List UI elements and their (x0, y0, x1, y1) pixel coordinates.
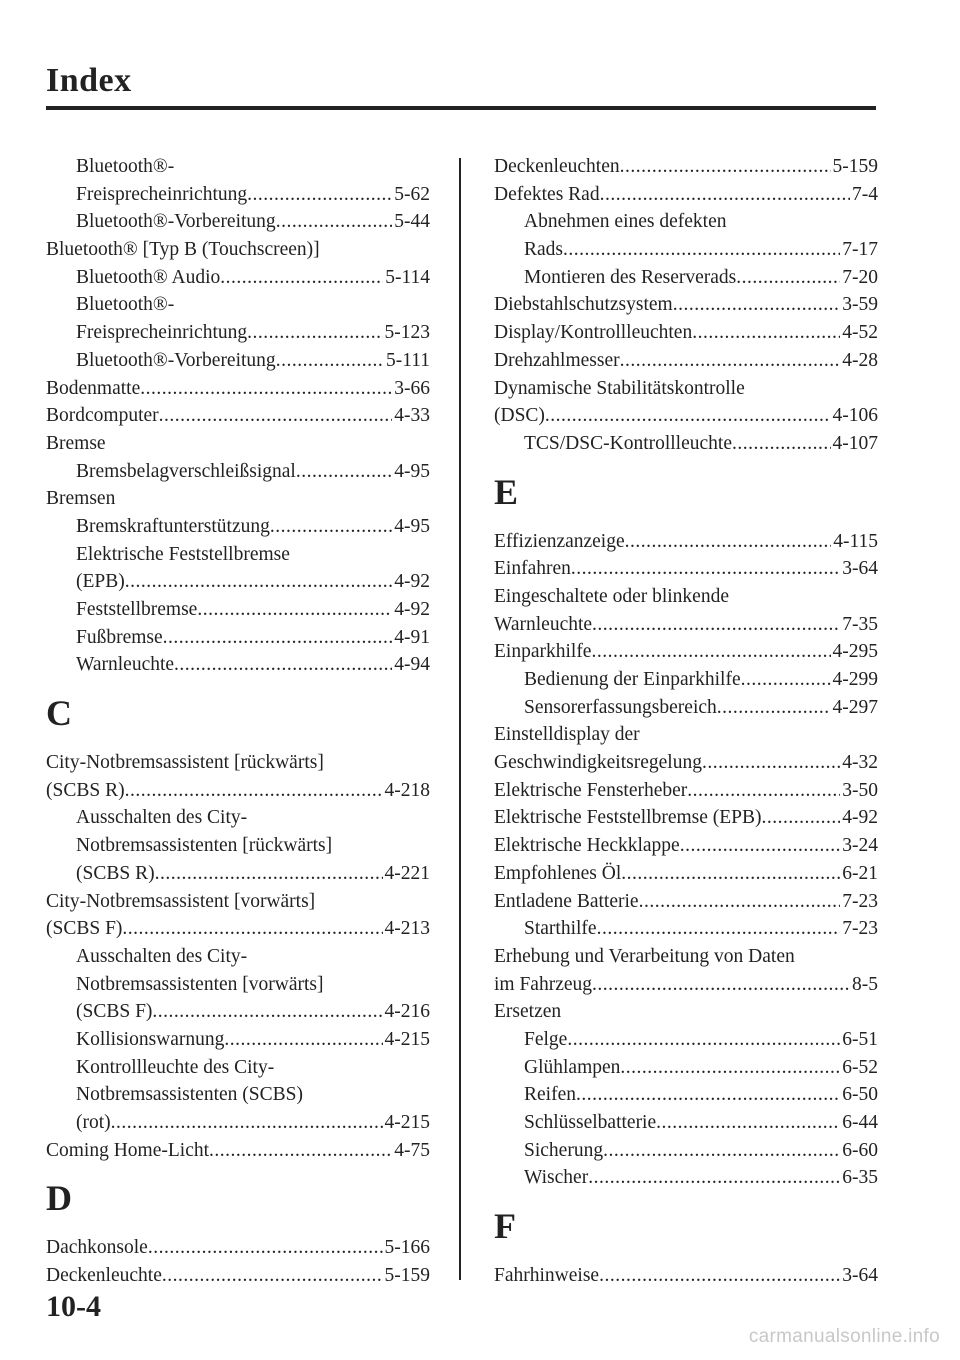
index-entry (494, 1164, 878, 1192)
entry-label: Empfohlenes Öl (494, 862, 622, 884)
entry-label: Reifen (524, 1084, 576, 1106)
index-entry (494, 319, 878, 347)
index-entry-heading: Elektrische Feststellbremse (76, 543, 290, 565)
entry-page-ref: 5-123 (384, 322, 430, 344)
entry-page-ref: 7-23 (842, 918, 878, 940)
entry-page-ref: 7-23 (842, 890, 878, 912)
entry-page-ref: 6-60 (842, 1139, 878, 1161)
entry-page-ref: 4-95 (394, 460, 430, 482)
index-entry-heading: Notbremsassistenten (SCBS) (76, 1084, 303, 1106)
index-entry (46, 596, 430, 624)
index-entry (46, 181, 430, 209)
dot-leader (111, 1109, 383, 1137)
entry-label: Drehzahlmesser (494, 349, 620, 371)
dot-leader (576, 1081, 840, 1109)
page-number: 10-4 (46, 1290, 101, 1323)
entry-label: Display/Kontrollleuchten (494, 322, 693, 344)
entry-page-ref: 5-62 (394, 183, 430, 205)
entry-label: Deckenleuchte (46, 1265, 162, 1287)
entry-page-ref: 3-24 (842, 835, 878, 857)
index-entry-heading: Ausschalten des City- (76, 807, 248, 829)
entry-page-ref: 3-66 (394, 377, 430, 399)
entry-page-ref: 3-64 (842, 558, 878, 580)
dot-leader (621, 860, 840, 888)
entry-page-ref: 5-114 (385, 266, 430, 288)
dot-leader (717, 694, 831, 722)
index-entry (494, 888, 878, 916)
index-entry (494, 153, 878, 181)
dot-leader (680, 832, 841, 860)
index-entry (494, 804, 878, 832)
entry-page-ref: 4-75 (394, 1139, 430, 1161)
index-entry-heading: Bluetooth® [Typ B (Touchscreen)] (46, 239, 320, 261)
entry-page-ref: 6-35 (842, 1167, 878, 1189)
entry-label: Bremsbelagverschleißsignal (76, 460, 296, 482)
entry-label: Warnleuchte (76, 654, 175, 676)
entry-label: Glühlampen (524, 1056, 621, 1078)
entry-page-ref: 4-94 (394, 654, 430, 676)
dot-leader (148, 1234, 383, 1262)
dot-leader (125, 568, 393, 596)
dot-leader (140, 375, 392, 403)
entry-page-ref: 4-213 (384, 918, 430, 940)
entry-label: Freisprecheinrichtung (76, 183, 248, 205)
entry-page-ref: 6-51 (842, 1028, 878, 1050)
dot-leader (620, 347, 841, 375)
entry-label: Entladene Batterie (494, 890, 639, 912)
dot-leader (162, 1262, 383, 1290)
entry-page-ref: 4-32 (842, 752, 878, 774)
dot-leader (620, 1054, 840, 1082)
entry-label: Geschwindigkeitsregelung (494, 752, 702, 774)
dot-leader (673, 291, 841, 319)
entry-label: Einfahren (494, 558, 571, 580)
entry-page-ref: 4-107 (832, 432, 878, 454)
index-entry (494, 347, 878, 375)
dot-leader (591, 638, 830, 666)
entry-page-ref: 4-221 (384, 862, 430, 884)
entry-page-ref: 4-115 (833, 530, 878, 552)
dot-leader (687, 777, 840, 805)
entry-label: Bremskraftunterstützung (76, 515, 270, 537)
index-entry (46, 402, 430, 430)
entry-page-ref: 6-44 (842, 1112, 878, 1133)
dot-leader (122, 915, 382, 943)
entry-label: Einparkhilfe (494, 641, 592, 663)
dot-leader (736, 264, 840, 292)
index-group (46, 1234, 430, 1289)
dot-leader (692, 319, 840, 347)
index-entry-heading: Erhebung und Verarbeitung von Daten (494, 945, 795, 967)
entry-page-ref: 3-59 (842, 294, 878, 316)
index-entry (494, 971, 878, 999)
entry-page-ref: 7-20 (842, 266, 878, 288)
dot-leader (656, 1109, 840, 1137)
index-entry (494, 264, 878, 292)
entry-page-ref: 4-218 (384, 779, 430, 801)
dot-leader (732, 430, 831, 458)
index-entry-heading: Kontrollleuchte des City- (76, 1056, 275, 1078)
entry-page-ref: 7-17 (842, 239, 878, 261)
entry-label: TCS/DSC-Kontrollleuchte (524, 432, 732, 454)
index-entry (46, 319, 430, 347)
index-entry-heading: Bluetooth®- (76, 294, 175, 316)
index-entry (46, 458, 430, 486)
entry-label: Elektrische Heckklappe (494, 835, 680, 857)
index-entry (494, 666, 878, 694)
dot-leader (567, 1026, 840, 1054)
index-entry (494, 777, 878, 805)
section-letter-f: F (494, 1206, 516, 1247)
index-entry-heading: Ausschalten des City- (76, 945, 248, 967)
entry-label: Rads (524, 239, 563, 261)
index-entry (46, 1234, 430, 1262)
entry-label: Deckenleuchten (494, 156, 620, 177)
dot-leader (620, 153, 831, 181)
entry-label: Freisprecheinrichtung (76, 322, 248, 344)
index-entry (494, 611, 878, 639)
entry-label: im Fahrzeug (494, 973, 593, 995)
entry-label: (SCBS R) (76, 862, 155, 884)
entry-page-ref: 4-95 (394, 515, 430, 537)
index-entry (494, 181, 878, 209)
index-entry (494, 1026, 878, 1054)
entry-page-ref: 4-295 (832, 641, 878, 663)
entry-page-ref: 4-299 (832, 669, 878, 690)
title-rule (46, 106, 876, 110)
dot-leader (702, 749, 840, 777)
entry-page-ref: 4-28 (842, 349, 878, 371)
index-group (494, 1262, 878, 1290)
dot-leader (592, 971, 850, 999)
entry-label: Coming Home-Licht (46, 1139, 210, 1161)
dot-leader (296, 458, 392, 486)
index-entry (46, 624, 430, 652)
entry-label: Effizienzanzeige (494, 530, 625, 552)
index-entry-heading: Notbremsassistenten [rückwärts] (76, 835, 333, 857)
entry-page-ref: 4-92 (842, 807, 878, 829)
entry-label: Bluetooth®-Vorbereitung (76, 211, 276, 233)
entry-page-ref: 4-92 (394, 571, 430, 593)
entry-label: Defektes Rad (494, 183, 600, 205)
entry-label: (SCBS F) (76, 1001, 153, 1023)
index-entry-heading: Einstelldisplay der (494, 724, 640, 746)
entry-label: Kollisionswarnung (76, 1028, 225, 1050)
dot-leader (159, 402, 393, 430)
index-group (46, 153, 430, 679)
page-title: Index (46, 62, 132, 99)
index-entry-heading: City-Notbremsassistent [rückwärts] (46, 752, 324, 774)
dot-leader (563, 236, 840, 264)
entry-label: Warnleuchte (494, 613, 593, 635)
index-entry (494, 402, 878, 430)
column-divider (459, 158, 461, 1280)
index-entry-heading: Eingeschaltete oder blinkende (494, 585, 729, 607)
index-entry (494, 1081, 878, 1109)
dot-leader (209, 1137, 392, 1165)
index-entry (494, 430, 878, 458)
dot-leader (599, 1262, 840, 1290)
entry-page-ref: 5-159 (384, 1265, 430, 1287)
index-entry (494, 694, 878, 722)
watermark: carmanualsonline.info (748, 1326, 940, 1347)
dot-leader (155, 860, 383, 888)
entry-label: Elektrische Fensterheber (494, 779, 688, 801)
index-entry (494, 555, 878, 583)
entry-page-ref: 4-215 (384, 1112, 430, 1133)
entry-label: Starthilfe (524, 918, 597, 940)
index-group (494, 528, 878, 1193)
entry-label: Bodenmatte (46, 377, 141, 399)
index-entry (46, 208, 430, 236)
entry-label: Bluetooth® Audio (76, 266, 221, 288)
index-entry-heading: Bluetooth®- (76, 156, 175, 177)
entry-label: Sensorerfassungsbereich (524, 696, 717, 718)
dot-leader (603, 1137, 840, 1165)
entry-label: Schlüsselbatterie (524, 1112, 657, 1133)
entry-page-ref: 5-166 (384, 1237, 430, 1259)
index-entry (494, 291, 878, 319)
index-group (494, 153, 878, 458)
entry-page-ref: 4-91 (394, 626, 430, 648)
index-entry-heading: City-Notbremsassistent [vorwärts] (46, 890, 316, 912)
entry-label: Bedienung der Einparkhilfe (524, 669, 741, 690)
entry-label: Elektrische Feststellbremse (EPB) (494, 807, 762, 829)
dot-leader (545, 402, 831, 430)
entry-label: (SCBS R) (46, 779, 125, 801)
dot-leader (247, 181, 392, 209)
index-group (46, 749, 430, 1164)
index-entry (46, 375, 430, 403)
index-entry (494, 832, 878, 860)
dot-leader (276, 347, 384, 375)
entry-page-ref: 5-111 (385, 349, 430, 371)
entry-page-ref: 5-159 (832, 156, 878, 177)
dot-leader (588, 1164, 840, 1192)
index-entry (494, 749, 878, 777)
index-entry (46, 998, 430, 1026)
dot-leader (762, 804, 841, 832)
entry-label: Montieren des Reserverads (524, 266, 737, 288)
index-entry (494, 638, 878, 666)
entry-label: Sicherung (524, 1139, 604, 1161)
dot-leader (152, 998, 382, 1026)
index-entry (46, 860, 430, 888)
index-entry-heading: Abnehmen eines defekten (524, 211, 727, 233)
index-entry-heading: Bremsen (46, 488, 116, 510)
dot-leader (174, 651, 392, 679)
index-entry (494, 860, 878, 888)
dot-leader (247, 319, 382, 347)
index-column-left (46, 153, 430, 1290)
index-entry (46, 568, 430, 596)
index-entry-heading: Notbremsassistenten [vorwärts] (76, 973, 324, 995)
dot-leader (639, 888, 841, 916)
entry-page-ref: 4-215 (384, 1028, 430, 1050)
index-entry (46, 1262, 430, 1290)
entry-label: Felge (524, 1028, 568, 1050)
entry-page-ref: 4-297 (832, 696, 878, 718)
index-entry (46, 1109, 430, 1137)
dot-leader (592, 611, 840, 639)
dot-leader (125, 777, 383, 805)
entry-page-ref: 3-50 (842, 779, 878, 801)
dot-leader (625, 528, 832, 556)
entry-page-ref: 7-4 (852, 183, 878, 205)
entry-page-ref: 6-50 (842, 1084, 878, 1106)
dot-leader (224, 1026, 382, 1054)
index-entry-heading: Dynamische Stabilitätskontrolle (494, 377, 745, 399)
entry-label: Fahrhinweise (494, 1265, 600, 1287)
index-entry (46, 264, 430, 292)
dot-leader (571, 555, 840, 583)
dot-leader (220, 264, 383, 292)
index-entry (494, 1054, 878, 1082)
index-entry (494, 236, 878, 264)
index-entry (46, 651, 430, 679)
dot-leader (741, 666, 831, 694)
entry-label: (DSC) (494, 405, 545, 427)
entry-label: (SCBS F) (46, 918, 123, 940)
entry-page-ref: 4-106 (832, 405, 878, 427)
index-entry (494, 1109, 878, 1137)
entry-label: Wischer (524, 1167, 589, 1189)
entry-page-ref: 4-92 (394, 599, 430, 620)
dot-leader (163, 624, 393, 652)
index-entry-heading: Bremse (46, 432, 106, 454)
index-entry (46, 513, 430, 541)
entry-label: Dachkonsole (46, 1237, 148, 1259)
entry-page-ref: 8-5 (852, 973, 878, 995)
dot-leader (276, 208, 393, 236)
entry-page-ref: 3-64 (842, 1265, 878, 1287)
index-column-right (494, 153, 878, 1290)
index-entry (494, 1262, 878, 1290)
entry-label: (EPB) (76, 571, 125, 593)
dot-leader (270, 513, 392, 541)
entry-label: Diebstahlschutzsystem (494, 294, 673, 316)
index-entry (46, 1137, 430, 1165)
entry-label: Bluetooth®-Vorbereitung (76, 349, 276, 371)
entry-page-ref: 5-44 (394, 211, 430, 233)
dot-leader (597, 915, 841, 943)
dot-leader (600, 181, 850, 209)
entry-label: Fußbremse (76, 626, 163, 648)
section-letter-e: E (494, 471, 519, 512)
entry-label: (rot) (76, 1112, 111, 1133)
index-entry (46, 777, 430, 805)
entry-page-ref: 7-35 (842, 613, 878, 635)
entry-label: Feststellbremse (76, 599, 198, 620)
dot-leader (197, 596, 392, 624)
index-entry-heading: Ersetzen (494, 1001, 562, 1023)
index-entry (46, 915, 430, 943)
entry-page-ref: 6-52 (842, 1056, 878, 1078)
entry-page-ref: 6-21 (842, 862, 878, 884)
entry-page-ref: 4-216 (384, 1001, 430, 1023)
section-letter-c: C (46, 693, 72, 734)
index-entry (494, 1137, 878, 1165)
section-letter-d: D (46, 1178, 72, 1219)
entry-label: Bordcomputer (46, 405, 159, 427)
index-entry (494, 528, 878, 556)
index-entry (46, 1026, 430, 1054)
entry-page-ref: 4-33 (394, 405, 430, 427)
index-entry (494, 915, 878, 943)
entry-page-ref: 4-52 (842, 322, 878, 344)
index-entry (46, 347, 430, 375)
